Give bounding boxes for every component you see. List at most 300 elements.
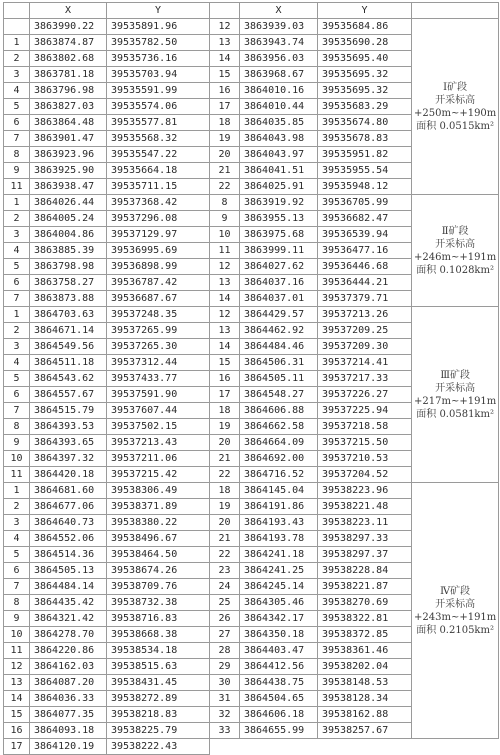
- x-coordinate-cell: 3864462.92: [240, 323, 318, 339]
- y-coordinate-cell: 39536477.16: [318, 243, 412, 259]
- x-coordinate-cell: 3864606.88: [240, 403, 318, 419]
- x-coordinate-cell: 3863885.39: [30, 243, 107, 259]
- point-number-cell: 14: [210, 339, 240, 355]
- x-coordinate-cell: 3864412.56: [240, 659, 318, 675]
- x-coordinate-cell: 3863968.67: [240, 67, 318, 83]
- y-coordinate-cell: 39536995.69: [107, 243, 210, 259]
- x-coordinate-cell: 3864557.67: [30, 387, 107, 403]
- y-coordinate-cell: 39538228.84: [318, 563, 412, 579]
- y-coordinate-cell: 39536705.99: [318, 195, 412, 211]
- header-cell: X: [30, 3, 107, 19]
- y-coordinate-cell: 39538128.34: [318, 691, 412, 707]
- x-coordinate-cell: 3864036.33: [30, 691, 107, 707]
- x-coordinate-cell: 3863956.03: [240, 51, 318, 67]
- y-coordinate-cell: 39538225.79: [107, 723, 210, 739]
- point-number-cell: 3: [4, 515, 30, 531]
- table-row: [4, 739, 499, 755]
- section-label-line: Ⅱ矿段: [441, 225, 469, 237]
- point-number-cell: 28: [210, 643, 240, 659]
- point-number-cell: 13: [210, 35, 240, 51]
- x-coordinate-cell: 3864515.79: [30, 403, 107, 419]
- y-coordinate-cell: 39537265.99: [107, 323, 210, 339]
- point-number-cell: 14: [4, 691, 30, 707]
- y-coordinate-cell: 39537265.30: [107, 339, 210, 355]
- x-coordinate-cell: 3864193.43: [240, 515, 318, 531]
- y-coordinate-cell: 39537213.26: [318, 307, 412, 323]
- x-coordinate-cell: 3864552.06: [30, 531, 107, 547]
- point-number-cell: 11: [210, 243, 240, 259]
- section-label-line: 面积 0.0581km²: [416, 408, 494, 420]
- section-label-line: 开采标高: [435, 598, 476, 610]
- point-number-cell: 29: [210, 659, 240, 675]
- y-coordinate-cell: 39538372.85: [318, 627, 412, 643]
- x-coordinate-cell: 3864010.44: [240, 99, 318, 115]
- point-number-cell: 6: [4, 563, 30, 579]
- x-coordinate-cell: 3864145.04: [240, 483, 318, 499]
- y-coordinate-cell: 39535678.83: [318, 131, 412, 147]
- header-cell: Y: [318, 3, 412, 19]
- section-label-line: 面积 0.1028km²: [416, 264, 494, 276]
- point-number-cell: 17: [4, 739, 30, 755]
- point-number-cell: 10: [210, 227, 240, 243]
- y-coordinate-cell: 39538221.48: [318, 499, 412, 515]
- x-coordinate-cell: 3864041.51: [240, 163, 318, 179]
- x-coordinate-cell: 3864077.35: [30, 707, 107, 723]
- x-coordinate-cell: 3864505.11: [240, 371, 318, 387]
- y-coordinate-cell: 39538380.22: [107, 515, 210, 531]
- x-coordinate-cell: 3864403.47: [240, 643, 318, 659]
- x-coordinate-cell: 3863827.03: [30, 99, 107, 115]
- point-number-cell: 27: [210, 627, 240, 643]
- y-coordinate-cell: 39538716.83: [107, 611, 210, 627]
- table-row: [4, 19, 499, 35]
- y-coordinate-cell: 39536446.68: [318, 259, 412, 275]
- x-coordinate-cell: 3864504.65: [240, 691, 318, 707]
- x-coordinate-cell: 3864342.17: [240, 611, 318, 627]
- y-coordinate-cell: 39535674.80: [318, 115, 412, 131]
- y-coordinate-cell: 39536682.47: [318, 211, 412, 227]
- y-coordinate-cell: 39538431.45: [107, 675, 210, 691]
- point-number-cell: 31: [210, 691, 240, 707]
- point-number-cell: 14: [210, 291, 240, 307]
- y-coordinate-cell: 39538361.46: [318, 643, 412, 659]
- section-label-line: +243m~+191m: [414, 611, 497, 623]
- x-coordinate-cell: 3863758.27: [30, 275, 107, 291]
- y-coordinate-cell: 39537211.06: [107, 451, 210, 467]
- x-coordinate-cell: 3864037.16: [240, 275, 318, 291]
- x-coordinate-cell: 3864703.63: [30, 307, 107, 323]
- y-coordinate-cell: 39535690.28: [318, 35, 412, 51]
- point-number-cell: 10: [4, 451, 30, 467]
- x-coordinate-cell: 3863796.98: [30, 83, 107, 99]
- point-number-cell: 2: [4, 323, 30, 339]
- point-number-cell: 4: [4, 531, 30, 547]
- y-coordinate-cell: 39535736.16: [107, 51, 210, 67]
- y-coordinate-cell: 39535568.32: [107, 131, 210, 147]
- point-number-cell: 22: [210, 467, 240, 483]
- header-cell: X: [240, 3, 318, 19]
- point-number-cell: 3: [4, 227, 30, 243]
- section-label-line: +246m~+191m: [414, 251, 497, 263]
- y-coordinate-cell: 39538297.33: [318, 531, 412, 547]
- y-coordinate-cell: 39538202.04: [318, 659, 412, 675]
- point-number-cell: 10: [4, 627, 30, 643]
- point-number-cell: 6: [4, 115, 30, 131]
- point-number-cell: 21: [210, 451, 240, 467]
- y-coordinate-cell: 39535695.32: [318, 83, 412, 99]
- coordinate-table: [3, 2, 499, 755]
- y-coordinate-cell: 39535711.15: [107, 179, 210, 195]
- y-coordinate-cell: 39537218.58: [318, 419, 412, 435]
- x-coordinate-cell: 3864087.20: [30, 675, 107, 691]
- x-coordinate-cell: 3864193.78: [240, 531, 318, 547]
- y-coordinate-cell: 39538222.43: [107, 739, 210, 755]
- point-number-cell: 9: [4, 163, 30, 179]
- point-number-cell: 7: [4, 131, 30, 147]
- point-number-cell: 7: [4, 291, 30, 307]
- point-number-cell: 9: [210, 211, 240, 227]
- point-number-cell: 1: [4, 195, 30, 211]
- point-number-cell: 6: [4, 275, 30, 291]
- point-number-cell: 23: [210, 563, 240, 579]
- y-coordinate-cell: 39535547.22: [107, 147, 210, 163]
- point-number-cell: 16: [4, 723, 30, 739]
- x-coordinate-cell: 3863939.03: [240, 19, 318, 35]
- x-coordinate-cell: 3864043.97: [240, 147, 318, 163]
- point-number-cell: 22: [210, 547, 240, 563]
- x-coordinate-cell: 3864043.98: [240, 131, 318, 147]
- header-row: [4, 3, 499, 19]
- x-coordinate-cell: 3864393.53: [30, 419, 107, 435]
- header-cell: [4, 3, 30, 19]
- x-coordinate-cell: 3864350.18: [240, 627, 318, 643]
- point-number-cell: 15: [210, 67, 240, 83]
- point-number-cell: 1: [4, 483, 30, 499]
- section-label-line: +250m~+190m: [414, 107, 497, 119]
- y-coordinate-cell: 39535695.32: [318, 67, 412, 83]
- x-coordinate-cell: 3864025.91: [240, 179, 318, 195]
- y-coordinate-cell: 39536539.94: [318, 227, 412, 243]
- x-coordinate-cell: 3863999.11: [240, 243, 318, 259]
- x-coordinate-cell: 3864429.57: [240, 307, 318, 323]
- y-coordinate-cell: 39538223.96: [318, 483, 412, 499]
- x-coordinate-cell: 3864004.86: [30, 227, 107, 243]
- x-coordinate-cell: 3863925.90: [30, 163, 107, 179]
- x-coordinate-cell: 3864435.42: [30, 595, 107, 611]
- x-coordinate-cell: 3864191.86: [240, 499, 318, 515]
- point-number-cell: 17: [210, 387, 240, 403]
- point-number-cell: 20: [210, 435, 240, 451]
- y-coordinate-cell: 39538218.83: [107, 707, 210, 723]
- y-coordinate-cell: 39537248.35: [107, 307, 210, 323]
- y-coordinate-cell: 39537296.08: [107, 211, 210, 227]
- y-coordinate-cell: 39538221.87: [318, 579, 412, 595]
- y-coordinate-cell: 39535577.81: [107, 115, 210, 131]
- y-coordinate-cell: 39535684.86: [318, 19, 412, 35]
- section-label-II: [412, 195, 499, 307]
- point-number-cell: 5: [4, 259, 30, 275]
- point-number-cell: 3: [4, 339, 30, 355]
- point-number-cell: 8: [210, 195, 240, 211]
- point-number-cell: 14: [210, 51, 240, 67]
- y-coordinate-cell: 39537215.50: [318, 435, 412, 451]
- x-coordinate-cell: 3863874.87: [30, 35, 107, 51]
- point-number-cell: 15: [4, 707, 30, 723]
- point-number-cell: 11: [4, 179, 30, 195]
- point-number-cell: 12: [210, 307, 240, 323]
- x-coordinate-cell: 3864514.36: [30, 547, 107, 563]
- point-number-cell: 8: [4, 595, 30, 611]
- y-coordinate-cell: 39538223.11: [318, 515, 412, 531]
- x-coordinate-cell: 3864543.62: [30, 371, 107, 387]
- section-label-line: 开采标高: [435, 94, 476, 106]
- point-number-cell: 2: [4, 211, 30, 227]
- x-coordinate-cell: 3864321.42: [30, 611, 107, 627]
- y-coordinate-cell: 39537225.94: [318, 403, 412, 419]
- y-coordinate-cell: 39537204.52: [318, 467, 412, 483]
- x-coordinate-cell: 3863781.18: [30, 67, 107, 83]
- y-coordinate-cell: 39537209.30: [318, 339, 412, 355]
- point-number-cell: 13: [210, 275, 240, 291]
- y-coordinate-cell: 39536444.21: [318, 275, 412, 291]
- x-coordinate-cell: 3863955.13: [240, 211, 318, 227]
- y-coordinate-cell: 39537226.27: [318, 387, 412, 403]
- point-number-cell: 9: [4, 435, 30, 451]
- point-number-cell: 5: [4, 99, 30, 115]
- point-number-cell: 4: [4, 355, 30, 371]
- y-coordinate-cell: 39537312.44: [107, 355, 210, 371]
- point-number-cell: 12: [4, 659, 30, 675]
- point-number-cell: 13: [4, 675, 30, 691]
- x-coordinate-cell: 3864305.46: [240, 595, 318, 611]
- x-coordinate-cell: 3864027.62: [240, 259, 318, 275]
- x-coordinate-cell: 3863923.96: [30, 147, 107, 163]
- x-coordinate-cell: 3864681.60: [30, 483, 107, 499]
- y-coordinate-cell: 39536787.42: [107, 275, 210, 291]
- point-number-cell: 3: [4, 67, 30, 83]
- x-coordinate-cell: 3864093.18: [30, 723, 107, 739]
- header-cell: Y: [107, 3, 210, 19]
- x-coordinate-cell: [240, 739, 318, 755]
- point-number-cell: [210, 739, 240, 755]
- point-number-cell: 4: [4, 243, 30, 259]
- point-number-cell: 18: [210, 403, 240, 419]
- y-coordinate-cell: 39538709.76: [107, 579, 210, 595]
- point-number-cell: 9: [4, 611, 30, 627]
- point-number-cell: 7: [4, 579, 30, 595]
- x-coordinate-cell: 3864671.14: [30, 323, 107, 339]
- y-coordinate-cell: 39538371.89: [107, 499, 210, 515]
- empty-cell: [412, 739, 499, 755]
- point-number-cell: 16: [210, 371, 240, 387]
- y-coordinate-cell: 39537129.97: [107, 227, 210, 243]
- coordinate-table-body: [4, 3, 499, 755]
- y-coordinate-cell: 39538257.67: [318, 723, 412, 739]
- x-coordinate-cell: 3864664.09: [240, 435, 318, 451]
- y-coordinate-cell: 39537433.77: [107, 371, 210, 387]
- y-coordinate-cell: 39535574.06: [107, 99, 210, 115]
- point-number-cell: 26: [210, 611, 240, 627]
- x-coordinate-cell: 3863943.74: [240, 35, 318, 51]
- x-coordinate-cell: 3863901.47: [30, 131, 107, 147]
- y-coordinate-cell: 39538270.69: [318, 595, 412, 611]
- point-number-cell: 20: [210, 147, 240, 163]
- y-coordinate-cell: 39538322.81: [318, 611, 412, 627]
- point-number-cell: 19: [210, 499, 240, 515]
- point-number-cell: 32: [210, 707, 240, 723]
- y-coordinate-cell: 39537368.42: [107, 195, 210, 211]
- y-coordinate-cell: 39538297.37: [318, 547, 412, 563]
- section-label-line: 面积 0.0515km²: [416, 120, 494, 132]
- y-coordinate-cell: 39536687.67: [107, 291, 210, 307]
- y-coordinate-cell: [318, 739, 412, 755]
- section-label-IV: [412, 483, 499, 739]
- x-coordinate-cell: 3864005.24: [30, 211, 107, 227]
- y-coordinate-cell: 39537502.15: [107, 419, 210, 435]
- y-coordinate-cell: 39538272.89: [107, 691, 210, 707]
- y-coordinate-cell: 39536898.99: [107, 259, 210, 275]
- x-coordinate-cell: 3864397.32: [30, 451, 107, 467]
- table-row: [4, 483, 499, 499]
- y-coordinate-cell: 39535782.50: [107, 35, 210, 51]
- x-coordinate-cell: 3864640.73: [30, 515, 107, 531]
- point-number-cell: 12: [210, 259, 240, 275]
- y-coordinate-cell: 39537210.53: [318, 451, 412, 467]
- y-coordinate-cell: 39538732.38: [107, 595, 210, 611]
- point-number-cell: 15: [210, 355, 240, 371]
- point-number-cell: 8: [4, 147, 30, 163]
- y-coordinate-cell: 39537607.44: [107, 403, 210, 419]
- y-coordinate-cell: 39535951.82: [318, 147, 412, 163]
- x-coordinate-cell: 3864035.85: [240, 115, 318, 131]
- x-coordinate-cell: 3863919.92: [240, 195, 318, 211]
- x-coordinate-cell: 3864692.00: [240, 451, 318, 467]
- point-number-cell: 16: [210, 83, 240, 99]
- point-number-cell: 8: [4, 419, 30, 435]
- point-number-cell: 33: [210, 723, 240, 739]
- x-coordinate-cell: 3864026.44: [30, 195, 107, 211]
- y-coordinate-cell: 39538668.38: [107, 627, 210, 643]
- y-coordinate-cell: 39538162.88: [318, 707, 412, 723]
- x-coordinate-cell: 3864548.27: [240, 387, 318, 403]
- y-coordinate-cell: 39537213.43: [107, 435, 210, 451]
- x-coordinate-cell: 3863802.68: [30, 51, 107, 67]
- point-number-cell: 19: [210, 419, 240, 435]
- point-number-cell: 18: [210, 483, 240, 499]
- x-coordinate-cell: 3864606.18: [240, 707, 318, 723]
- y-coordinate-cell: 39535948.12: [318, 179, 412, 195]
- y-coordinate-cell: 39535683.29: [318, 99, 412, 115]
- section-label-line: Ⅲ矿段: [440, 369, 470, 381]
- x-coordinate-cell: 3864677.06: [30, 499, 107, 515]
- point-number-cell: 19: [210, 131, 240, 147]
- point-number-cell: 30: [210, 675, 240, 691]
- x-coordinate-cell: 3863864.48: [30, 115, 107, 131]
- x-coordinate-cell: 3864010.16: [240, 83, 318, 99]
- x-coordinate-cell: 3863938.47: [30, 179, 107, 195]
- point-number-cell: 12: [210, 19, 240, 35]
- point-number-cell: 1: [4, 307, 30, 323]
- point-number-cell: 1: [4, 35, 30, 51]
- x-coordinate-cell: 3864162.03: [30, 659, 107, 675]
- header-cell: [412, 3, 499, 19]
- point-number-cell: 18: [210, 115, 240, 131]
- x-coordinate-cell: 3864484.14: [30, 579, 107, 595]
- point-number-cell: 21: [210, 163, 240, 179]
- y-coordinate-cell: 39538674.26: [107, 563, 210, 579]
- point-number-cell: 21: [210, 531, 240, 547]
- y-coordinate-cell: 39538515.63: [107, 659, 210, 675]
- y-coordinate-cell: 39535955.54: [318, 163, 412, 179]
- y-coordinate-cell: 39535664.18: [107, 163, 210, 179]
- y-coordinate-cell: 39535695.40: [318, 51, 412, 67]
- point-number-cell: 22: [210, 179, 240, 195]
- point-number-cell: 24: [210, 579, 240, 595]
- y-coordinate-cell: 39537214.41: [318, 355, 412, 371]
- point-number-cell: 6: [4, 387, 30, 403]
- x-coordinate-cell: 3864120.19: [30, 739, 107, 755]
- y-coordinate-cell: 39535703.94: [107, 67, 210, 83]
- section-label-line: 面积 0.2105km²: [416, 624, 494, 636]
- y-coordinate-cell: 39537215.42: [107, 467, 210, 483]
- point-number-cell: 17: [210, 99, 240, 115]
- section-label-line: +217m~+191m: [414, 395, 497, 407]
- x-coordinate-cell: 3864662.58: [240, 419, 318, 435]
- x-coordinate-cell: 3864506.31: [240, 355, 318, 371]
- section-label-I: [412, 19, 499, 195]
- point-number-cell: [4, 19, 30, 35]
- table-row: [4, 307, 499, 323]
- x-coordinate-cell: 3863990.22: [30, 19, 107, 35]
- x-coordinate-cell: 3864438.75: [240, 675, 318, 691]
- x-coordinate-cell: 3863873.88: [30, 291, 107, 307]
- y-coordinate-cell: 39538464.50: [107, 547, 210, 563]
- x-coordinate-cell: 3864220.86: [30, 643, 107, 659]
- x-coordinate-cell: 3864549.56: [30, 339, 107, 355]
- x-coordinate-cell: 3864245.14: [240, 579, 318, 595]
- point-number-cell: 20: [210, 515, 240, 531]
- point-number-cell: 4: [4, 83, 30, 99]
- section-label-line: Ⅳ矿段: [440, 585, 471, 597]
- point-number-cell: 7: [4, 403, 30, 419]
- x-coordinate-cell: 3864241.25: [240, 563, 318, 579]
- x-coordinate-cell: 3864037.01: [240, 291, 318, 307]
- section-label-line: Ⅰ矿段: [443, 81, 468, 93]
- y-coordinate-cell: 39538496.67: [107, 531, 210, 547]
- point-number-cell: 13: [210, 323, 240, 339]
- y-coordinate-cell: 39535891.96: [107, 19, 210, 35]
- point-number-cell: 5: [4, 371, 30, 387]
- section-label-line: 开采标高: [435, 382, 476, 394]
- point-number-cell: 5: [4, 547, 30, 563]
- x-coordinate-cell: 3864484.46: [240, 339, 318, 355]
- x-coordinate-cell: 3864420.18: [30, 467, 107, 483]
- y-coordinate-cell: 39537379.71: [318, 291, 412, 307]
- x-coordinate-cell: 3863975.68: [240, 227, 318, 243]
- x-coordinate-cell: 3863798.98: [30, 259, 107, 275]
- header-cell: [210, 3, 240, 19]
- point-number-cell: 2: [4, 499, 30, 515]
- section-label-III: [412, 307, 499, 483]
- y-coordinate-cell: 39537209.25: [318, 323, 412, 339]
- section-label-line: 开采标高: [435, 238, 476, 250]
- point-number-cell: 11: [4, 467, 30, 483]
- y-coordinate-cell: 39537217.33: [318, 371, 412, 387]
- x-coordinate-cell: 3864241.18: [240, 547, 318, 563]
- point-number-cell: 25: [210, 595, 240, 611]
- point-number-cell: 11: [4, 643, 30, 659]
- x-coordinate-cell: 3864716.52: [240, 467, 318, 483]
